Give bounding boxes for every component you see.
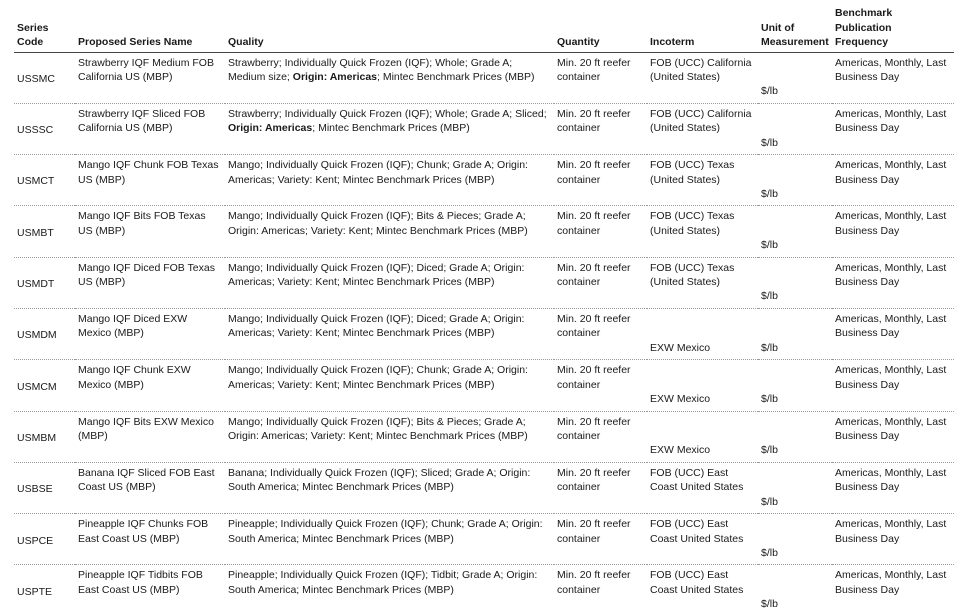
header-quality: Quality <box>225 5 554 52</box>
series-code-cell: USMDM <box>14 308 75 359</box>
table-row <box>14 52 954 103</box>
quality-text-suffix: ; Mintec Benchmark Prices (MBP) <box>312 122 470 135</box>
unit-cell: $/lb <box>758 257 832 308</box>
incoterm-cell: EXW Mexico <box>647 308 758 359</box>
quality-text: Mango; Individually Quick Frozen (IQF); Chunk; Grade A; Origin: Americas; Variety: Kent; Mintec Benchmark Prices (MBP) <box>228 159 528 186</box>
quantity-cell: Min. 20 ft reefer container <box>554 103 647 154</box>
unit-cell: $/lb <box>758 308 832 359</box>
unit-cell: $/lb <box>758 360 832 411</box>
quality-text: Strawberry; Individually Quick Frozen (IQF); Whole; Grade A; Medium size; <box>228 56 513 83</box>
quality-cell <box>225 462 554 513</box>
quality-cell <box>225 565 554 616</box>
incoterm-cell: FOB (UCC) East Coast United States <box>650 569 744 596</box>
series-name-cell: Mango IQF Diced EXW Mexico (MBP) <box>75 308 225 359</box>
series-code-cell: USBSE <box>14 462 75 513</box>
quantity-cell: Min. 20 ft reefer container <box>554 462 647 513</box>
series-code-cell: USSSC <box>14 103 75 154</box>
table-row <box>14 462 954 513</box>
incoterm-cell: EXW Mexico <box>647 360 758 411</box>
quantity-cell: Min. 20 ft reefer container <box>554 514 647 565</box>
frequency-cell: Americas, Monthly, Last Business Day <box>832 257 954 308</box>
incoterm-cell: FOB (UCC) California (United States) <box>647 52 758 103</box>
frequency-cell: Americas, Monthly, Last Business Day <box>832 360 954 411</box>
unit-cell: $/lb <box>758 52 832 103</box>
series-code-cell: USPTE <box>17 585 53 598</box>
series-name-cell: Pineapple IQF Tidbits FOB East Coast US (MBP) <box>78 569 203 596</box>
quality-cell <box>225 411 554 462</box>
table-row <box>14 411 954 462</box>
unit-cell: $/lb <box>758 514 832 565</box>
series-name-cell: Strawberry IQF Sliced FOB California US (MBP) <box>75 103 225 154</box>
frequency-cell: Americas, Monthly, Last Business Day <box>832 411 954 462</box>
series-code-cell: USMCM <box>14 360 75 411</box>
quality-text: Pineapple; Individually Quick Frozen (IQF); Tidbit; Grade A; Origin: South America; Mintec Benchmark Prices (MBP) <box>228 569 538 596</box>
unit-cell: $/lb <box>758 411 832 462</box>
quantity-cell: Min. 20 ft reefer container <box>554 411 647 462</box>
series-name-cell: Mango IQF Diced FOB Texas US (MBP) <box>75 257 225 308</box>
series-name-cell: Strawberry IQF Medium FOB California US (MBP) <box>75 52 225 103</box>
header-incoterm: Incoterm <box>647 5 758 52</box>
quality-cell <box>225 308 554 359</box>
quality-cell <box>225 52 554 103</box>
frequency-cell: Americas, Monthly, Last Business Day <box>832 308 954 359</box>
quantity-cell: Min. 20 ft reefer container <box>554 360 647 411</box>
quality-text-suffix: ; Mintec Benchmark Prices (MBP) <box>377 71 535 83</box>
quality-origin-bold: Origin: Americas <box>228 122 313 135</box>
header-unit-of-measurement: Unit of Measurement <box>758 5 832 52</box>
table-row <box>14 103 954 154</box>
table-row <box>14 155 954 206</box>
quality-text: Mango; Individually Quick Frozen (IQF); Bits & Pieces; Grade A; Origin: Americas; Variety: Kent; Mintec Benchmark Prices (MBP) <box>228 210 528 237</box>
series-table <box>14 5 954 616</box>
frequency-cell: Americas, Monthly, Last Business Day <box>835 569 947 596</box>
series-name-cell: Mango IQF Chunk FOB Texas US (MBP) <box>75 155 225 206</box>
incoterm-cell: FOB (UCC) Texas (United States) <box>647 257 758 308</box>
table-row <box>14 257 954 308</box>
header-row <box>14 5 954 52</box>
series-name-cell: Mango IQF Bits EXW Mexico (MBP) <box>75 411 225 462</box>
incoterm-cell: FOB (UCC) East Coast United States <box>647 462 758 513</box>
quantity-cell: Min. 20 ft reefer container <box>554 206 647 257</box>
unit-cell: $/lb <box>758 103 832 154</box>
quantity-cell: Min. 20 ft reefer container <box>554 52 647 103</box>
frequency-cell: Americas, Monthly, Last Business Day <box>832 462 954 513</box>
header-quantity: Quantity <box>554 5 647 52</box>
header-benchmark-frequency: Benchmark Publication Frequency <box>832 5 954 52</box>
quantity-cell: Min. 20 ft reefer container <box>557 569 631 596</box>
series-code-cell: USMDT <box>14 257 75 308</box>
quality-cell <box>225 514 554 565</box>
quantity-cell: Min. 20 ft reefer container <box>554 155 647 206</box>
incoterm-cell: FOB (UCC) Texas (United States) <box>647 155 758 206</box>
series-code-cell: USMCT <box>14 155 75 206</box>
quality-text: Mango; Individually Quick Frozen (IQF); Chunk; Grade A; Origin: Americas; Variety: Kent; Mintec Benchmark Prices (MBP) <box>228 364 528 391</box>
incoterm-cell: FOB (UCC) Texas (United States) <box>647 206 758 257</box>
series-name-cell: Banana IQF Sliced FOB East Coast US (MBP) <box>75 462 225 513</box>
quality-cell <box>225 206 554 257</box>
quality-text: Pineapple; Individually Quick Frozen (IQF); Chunk; Grade A; Origin: South America; Mintec Benchmark Prices (MBP) <box>228 518 543 545</box>
quality-cell <box>225 360 554 411</box>
series-code-cell: USMBT <box>14 206 75 257</box>
frequency-cell: Americas, Monthly, Last Business Day <box>832 514 954 565</box>
quality-text: Banana; Individually Quick Frozen (IQF); Sliced; Grade A; Origin: South America; Mintec Benchmark Prices (MBP) <box>228 466 531 494</box>
series-code-cell: USMBM <box>14 411 75 462</box>
quality-cell <box>225 257 554 308</box>
quality-text: Mango; Individually Quick Frozen (IQF); Bits & Pieces; Grade A; Origin: Americas; Variety: Kent; Mintec Benchmark Prices (MBP) <box>228 415 528 443</box>
table-row <box>14 206 954 257</box>
unit-cell: $/lb <box>758 206 832 257</box>
frequency-cell: Americas, Monthly, Last Business Day <box>832 52 954 103</box>
header-series-code: Series Code <box>14 5 75 52</box>
incoterm-cell: EXW Mexico <box>647 411 758 462</box>
unit-cell: $/lb <box>758 462 832 513</box>
quality-cell <box>225 103 554 154</box>
unit-cell: $/lb <box>758 155 832 206</box>
frequency-cell: Americas, Monthly, Last Business Day <box>832 103 954 154</box>
incoterm-cell: FOB (UCC) East Coast United States <box>647 514 758 565</box>
frequency-cell: Americas, Monthly, Last Business Day <box>832 206 954 257</box>
quality-text: Mango; Individually Quick Frozen (IQF); Diced; Grade A; Origin: Americas; Variety: Kent; Mintec Benchmark Prices (MBP) <box>228 312 525 340</box>
quantity-cell: Min. 20 ft reefer container <box>554 257 647 308</box>
unit-cell: $/lb <box>761 598 778 611</box>
incoterm-cell: FOB (UCC) California (United States) <box>647 103 758 154</box>
series-name-cell: Mango IQF Bits FOB Texas US (MBP) <box>75 206 225 257</box>
series-name-cell: Mango IQF Chunk EXW Mexico (MBP) <box>75 360 225 411</box>
quality-text: Strawberry; Individually Quick Frozen (IQF); Whole; Grade A; Sliced; <box>228 107 547 120</box>
table-row <box>14 360 954 411</box>
series-name-cell: Pineapple IQF Chunks FOB East Coast US (MBP) <box>75 514 225 565</box>
header-proposed-series-name: Proposed Series Name <box>75 5 225 52</box>
quality-cell <box>225 155 554 206</box>
table-row <box>14 308 954 359</box>
series-code-cell: USPCE <box>14 514 75 565</box>
quantity-cell: Min. 20 ft reefer container <box>554 308 647 359</box>
table-row <box>14 565 954 616</box>
frequency-cell: Americas, Monthly, Last Business Day <box>832 155 954 206</box>
quality-origin-bold: Origin: Americas <box>292 71 378 83</box>
table-row <box>14 514 954 565</box>
quality-text: Mango; Individually Quick Frozen (IQF); Diced; Grade A; Origin: Americas; Variety: Kent; Mintec Benchmark Prices (MBP) <box>228 261 525 289</box>
series-code-cell: USSMC <box>14 52 75 103</box>
